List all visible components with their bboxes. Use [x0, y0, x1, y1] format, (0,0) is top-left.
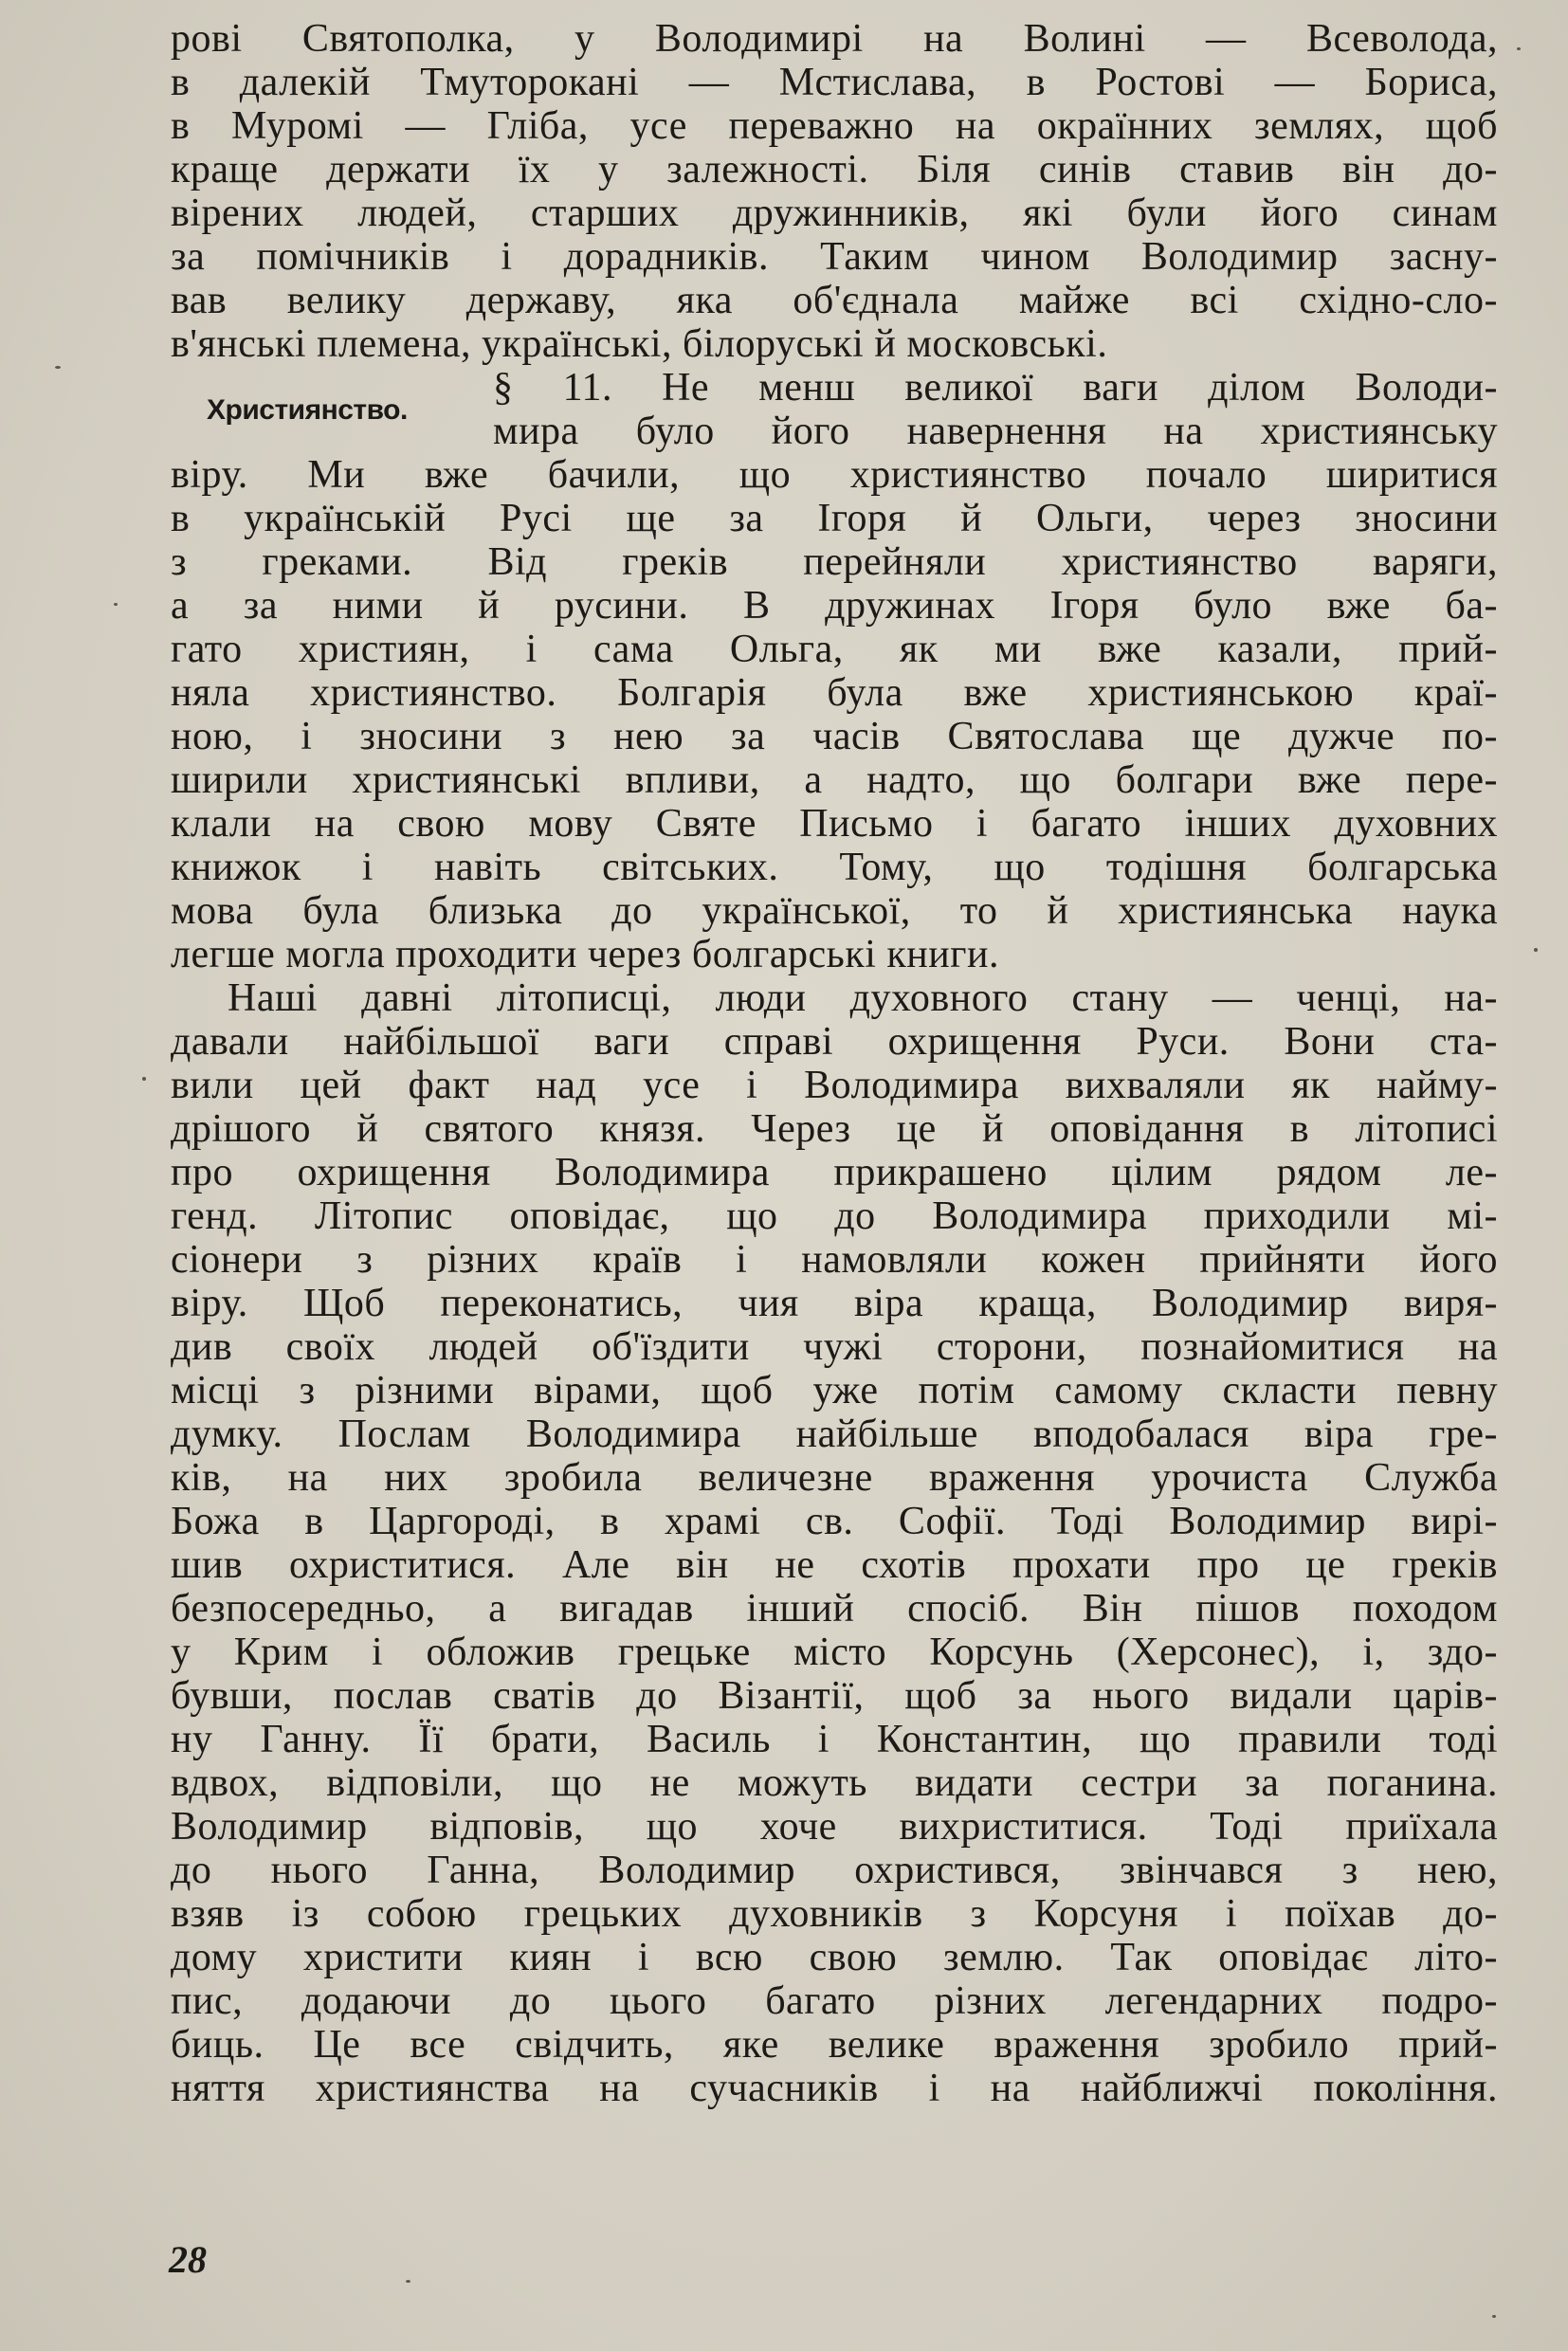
text-line: клали на свою мову Святе Письмо і багато інших духовних: [171, 802, 1498, 846]
text-line: Наші давні літописці, люди духовного стану — ченці, на-: [228, 976, 1498, 1020]
text-line: ків, на них зробила величезне враження урочиста Служба: [171, 1456, 1498, 1500]
text-line: взяв із собою грецьких духовників з Корсуня і поїхав до-: [171, 1892, 1498, 1936]
text-line: пис, додаючи до цього багато різних легендарних подро-: [171, 1979, 1498, 2023]
paragraph-christianity: [171, 453, 1498, 976]
text-line: гато християн, і сама Ольга, як ми вже казали, прий-: [171, 628, 1498, 671]
text-line: генд. Літопис оповідає, що до Володимира приходили мі-: [171, 1194, 1498, 1238]
text-line: краще держати їх у залежності. Біля синів ставив він до-: [171, 148, 1498, 191]
text-line: за помічників і дорадників. Таким чином Володимир засну-: [171, 235, 1498, 279]
text-line: биць. Це все свідчить, яке велике враження зробило прий-: [171, 2023, 1498, 2067]
paper-speck: [114, 603, 118, 606]
text-line: вдвох, відповіли, що не можуть видати сестри за поганина.: [171, 1761, 1498, 1805]
paper-speck: [1534, 948, 1538, 952]
text-line: книжок і навіть світських. Тому, що тодішня болгарська: [171, 846, 1498, 889]
text-line: шив охриститися. Але він не схотів прохати про це греків: [171, 1543, 1498, 1587]
paragraph-chroniclers: [171, 976, 1498, 2110]
text-line: віру. Ми вже бачили, що християнство почало ширитися: [171, 453, 1498, 497]
text-line: з греками. Від греків перейняли християнство варяги,: [171, 540, 1498, 584]
text-line: легше могла проходити через болгарські книги.: [171, 933, 999, 976]
paper-speck: [406, 2280, 410, 2283]
text-line: дому христити киян і всю свою землю. Так оповідає літо-: [171, 1936, 1498, 1979]
text-line: в Муромі — Гліба, усе переважно на окраїнних землях, щоб: [171, 104, 1498, 148]
text-line: вірених людей, старших дружинників, які були його синам: [171, 191, 1498, 235]
text-line: у Крим і обложив грецьке місто Корсунь (Херсонес), і, здо-: [171, 1631, 1498, 1674]
side-heading: Християнство.: [207, 394, 408, 426]
text-line: давали найбільшої ваги справі охрищення Руси. Вони ста-: [171, 1020, 1498, 1064]
text-line: віру. Щоб переконатись, чия віра краща, Володимир виря-: [171, 1282, 1498, 1325]
section-line: § 11. Не менш великої ваги ділом Володи-: [493, 366, 1498, 410]
text-line: няття християнства на сучасників і на найближчі покоління.: [171, 2067, 1498, 2110]
text-line: див своїх людей об'їздити чужі сторони, познайомитися на: [171, 1325, 1498, 1369]
paper-speck: [1492, 2315, 1496, 2318]
section-line: мира було його навернення на християнську: [493, 410, 1498, 453]
text-line: а за ними й русини. В дружинах Ігоря було вже ба-: [171, 584, 1498, 628]
text-line: до нього Ганна, Володимир охристився, звінчався з нею,: [171, 1849, 1498, 1892]
section-11-header: [171, 366, 1498, 453]
text-line: Володимир відповів, що хоче вихриститися. Тоді приїхала: [171, 1805, 1498, 1849]
text-line: рові Святополка, у Володимирі на Волині — Всеволода,: [171, 17, 1498, 61]
paper-speck: [1517, 47, 1521, 50]
text-line: вав велику державу, яка об'єднала майже всі східно-сло-: [171, 279, 1498, 322]
text-line: про охрищення Володимира прикрашено цілим рядом ле-: [171, 1151, 1498, 1194]
text-line: ширили християнські впливи, а надто, що болгари вже пере-: [171, 758, 1498, 802]
text-line: ну Ганну. Її брати, Василь і Константин, що правили тоді: [171, 1718, 1498, 1761]
text-line: мова була близька до української, то й християнська наука: [171, 889, 1498, 933]
text-line: дрішого й святого князя. Через це й оповідання в літописі: [171, 1107, 1498, 1151]
text-line: думку. Послам Володимира найбільше вподобалася віра гре-: [171, 1412, 1498, 1456]
text-block: [171, 17, 1498, 2110]
text-line: безпосередньо, а вигадав інший спосіб. Він пішов походом: [171, 1587, 1498, 1631]
text-line: місці з різними вірами, щоб уже потім самому скласти певну: [171, 1369, 1498, 1412]
text-line: сіонери з різних країв і намовляли кожен прийняти його: [171, 1238, 1498, 1282]
text-line: в українській Русі ще за Ігоря й Ольги, через зносини: [171, 497, 1498, 540]
paper-speck: [142, 1077, 146, 1081]
text-line: няла християнство. Болгарія була вже християнською краї-: [171, 671, 1498, 715]
paper-speck: [55, 366, 61, 369]
text-line: Божа в Царгороді, в храмі св. Софії. Тоді Володимир вирі-: [171, 1500, 1498, 1543]
text-line: бувши, послав сватів до Візантії, щоб за нього видали царів-: [171, 1674, 1498, 1718]
paragraph-continuation: [171, 17, 1498, 366]
text-line: ною, і зносини з нею за часів Святослава ще дужче по-: [171, 715, 1498, 758]
text-line: в'янські племена, українські, білоруські й московські.: [171, 322, 1108, 366]
page-number: 28: [169, 2238, 207, 2281]
text-line: в далекій Тмуторокані — Мстислава, в Ростові — Бориса,: [171, 61, 1498, 104]
text-line: вили цей факт над усе і Володимира вихваляли як найму-: [171, 1064, 1498, 1107]
